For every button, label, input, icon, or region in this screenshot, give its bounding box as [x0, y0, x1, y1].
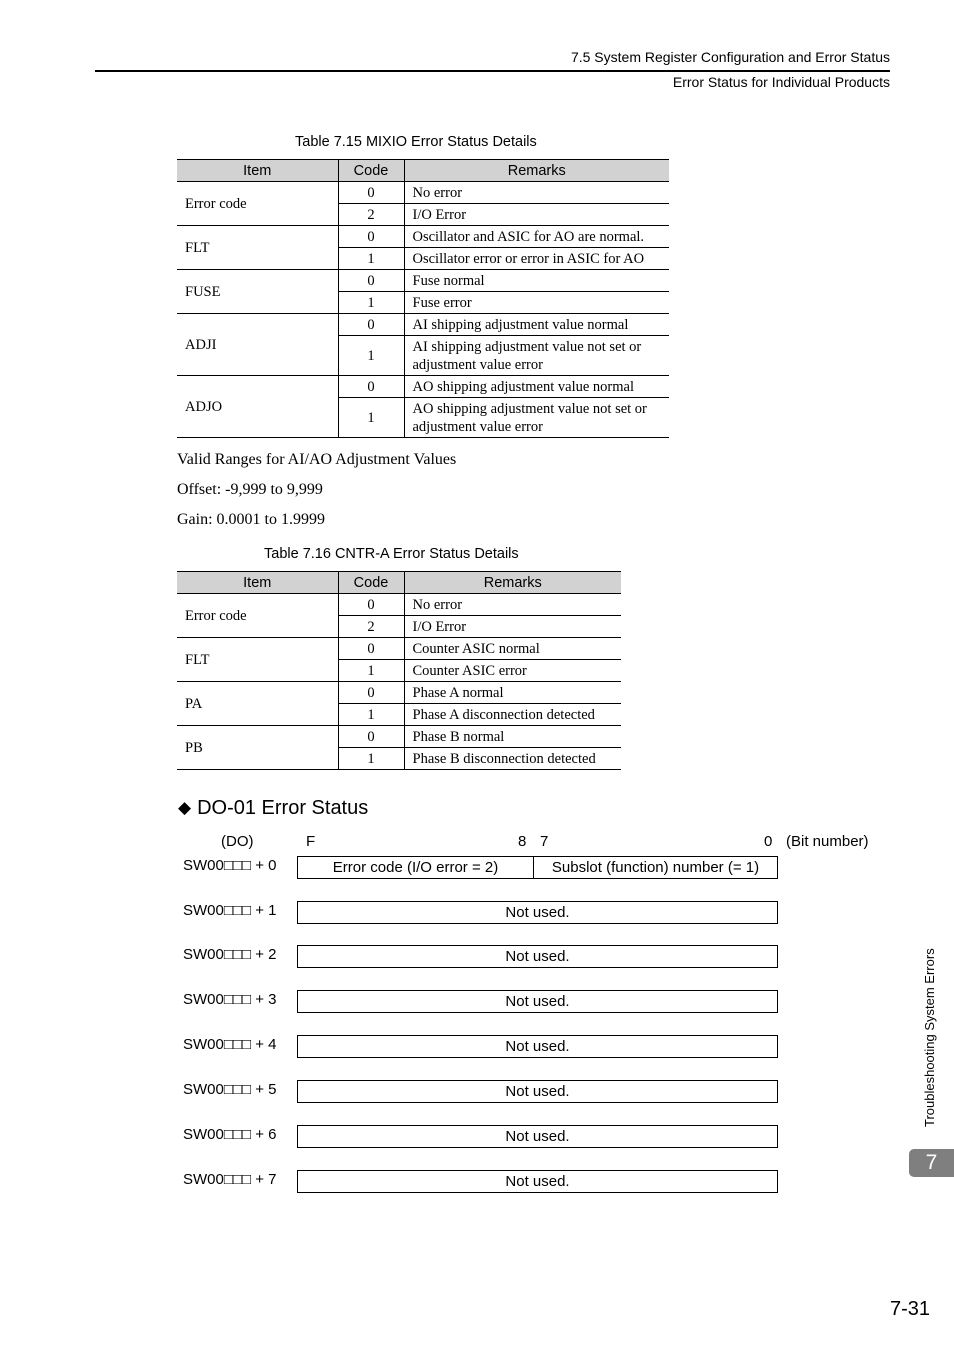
table1-caption: Table 7.15 MIXIO Error Status Details	[295, 134, 537, 150]
item-cell: PA	[177, 682, 338, 726]
header-rule	[95, 70, 890, 72]
remark-cell: Oscillator and ASIC for AO are normal.	[404, 226, 669, 248]
remark-cell: Fuse error	[404, 292, 669, 314]
table-header-row	[177, 160, 669, 182]
module-label: (DO)	[221, 833, 254, 850]
column-header-item: Item	[177, 160, 338, 182]
remark-cell: Counter ASIC error	[404, 660, 621, 682]
header-subsection-title: Error Status for Individual Products	[672, 74, 890, 90]
remark-cell: Fuse normal	[404, 270, 669, 292]
remark-cell: AI shipping adjustment value not set or adjustment value error	[404, 336, 669, 376]
remark-cell: AO shipping adjustment value not set or adjustment value error	[404, 398, 669, 438]
remark-cell: Phase A normal	[404, 682, 621, 704]
table-row	[177, 314, 669, 336]
code-cell: 0	[338, 226, 404, 248]
cntr-a-error-table	[177, 571, 621, 770]
register-box: Not used.	[297, 990, 778, 1013]
item-cell: FLT	[177, 638, 338, 682]
register-label: SW00□□□ + 6	[183, 1126, 277, 1143]
register-box: Not used.	[297, 945, 778, 968]
remark-cell: No error	[404, 182, 669, 204]
item-cell: ADJI	[177, 314, 338, 376]
column-header-remarks: Remarks	[404, 160, 669, 182]
table2-caption: Table 7.16 CNTR-A Error Status Details	[264, 546, 519, 562]
do01-title-text: DO-01 Error Status	[197, 797, 369, 819]
code-cell: 2	[338, 204, 404, 226]
column-header-code: Code	[338, 572, 404, 594]
item-cell: Error code	[177, 182, 338, 226]
bit-7-label: 7	[540, 833, 549, 850]
remark-cell: AO shipping adjustment value normal	[404, 376, 669, 398]
chapter-tab: 7	[909, 1149, 954, 1177]
bit-number-label: (Bit number)	[786, 833, 869, 850]
code-cell: 1	[338, 704, 404, 726]
item-cell: PB	[177, 726, 338, 770]
code-cell: 1	[338, 292, 404, 314]
column-header-code: Code	[338, 160, 404, 182]
register-box: Not used.	[297, 1170, 778, 1193]
subslot-number-field: Subslot (function) number (= 1)	[551, 859, 760, 876]
gain-range-text: Gain: 0.0001 to 1.9999	[177, 511, 325, 528]
table-row	[177, 594, 621, 616]
code-cell: 1	[338, 398, 404, 438]
code-cell: 0	[338, 638, 404, 660]
table-row	[177, 682, 621, 704]
register-box: Not used.	[297, 1035, 778, 1058]
remark-cell: Phase B normal	[404, 726, 621, 748]
table-row	[177, 182, 669, 204]
column-header-item: Item	[177, 572, 338, 594]
code-cell: 0	[338, 594, 404, 616]
table-row	[177, 726, 621, 748]
error-code-field: Error code (I/O error = 2)	[332, 859, 499, 876]
chapter-title-vertical: Troubleshooting System Errors	[922, 948, 937, 1127]
remark-cell: Phase B disconnection detected	[404, 748, 621, 770]
item-cell: FUSE	[177, 270, 338, 314]
mixio-error-table	[177, 159, 669, 438]
do01-section-title	[178, 797, 368, 820]
remark-cell: I/O Error	[404, 616, 621, 638]
remark-cell: AI shipping adjustment value normal	[404, 314, 669, 336]
code-cell: 0	[338, 270, 404, 292]
code-cell: 0	[338, 376, 404, 398]
code-cell: 1	[338, 660, 404, 682]
register-label: SW00□□□ + 5	[183, 1081, 277, 1098]
diamond-bullet-icon: ◆	[178, 798, 192, 817]
bit-f-label: F	[306, 833, 316, 850]
register-label: SW00□□□ + 7	[183, 1171, 277, 1188]
remark-cell: I/O Error	[404, 204, 669, 226]
item-cell: ADJO	[177, 376, 338, 438]
bit-8-label: 8	[518, 833, 527, 850]
register-label: SW00□□□ + 1	[183, 902, 277, 919]
remark-cell: Oscillator error or error in ASIC for AO	[404, 248, 669, 270]
table-row	[177, 270, 669, 292]
code-cell: 1	[338, 336, 404, 376]
register-label: SW00□□□ + 2	[183, 946, 277, 963]
register-label: SW00□□□ + 0	[183, 857, 277, 874]
bit-0-label: 0	[764, 833, 773, 850]
register-label: SW00□□□ + 3	[183, 991, 277, 1008]
code-cell: 0	[338, 314, 404, 336]
register-label: SW00□□□ + 4	[183, 1036, 277, 1053]
table-row	[177, 638, 621, 660]
register-box: Not used.	[297, 901, 778, 924]
item-cell: Error code	[177, 594, 338, 638]
page-number: 7-31	[889, 1298, 930, 1320]
table-header-row	[177, 572, 621, 594]
column-header-remarks: Remarks	[404, 572, 621, 594]
code-cell: 1	[338, 248, 404, 270]
register-box: Not used.	[297, 1080, 778, 1103]
code-cell: 1	[338, 748, 404, 770]
remark-cell: Phase A disconnection detected	[404, 704, 621, 726]
remark-cell: No error	[404, 594, 621, 616]
code-cell: 0	[338, 682, 404, 704]
code-cell: 0	[338, 182, 404, 204]
code-cell: 0	[338, 726, 404, 748]
item-cell: FLT	[177, 226, 338, 270]
remark-cell: Counter ASIC normal	[404, 638, 621, 660]
adjustment-ranges-heading: Valid Ranges for AI/AO Adjustment Values	[177, 451, 457, 468]
offset-range-text: Offset: -9,999 to 9,999	[177, 481, 323, 498]
header-section-title: 7.5 System Register Configuration and Error Status	[570, 49, 890, 65]
register-box: Not used.	[297, 1125, 778, 1148]
code-cell: 2	[338, 616, 404, 638]
register-box	[297, 856, 778, 879]
table-row	[177, 226, 669, 248]
table-row	[177, 376, 669, 398]
